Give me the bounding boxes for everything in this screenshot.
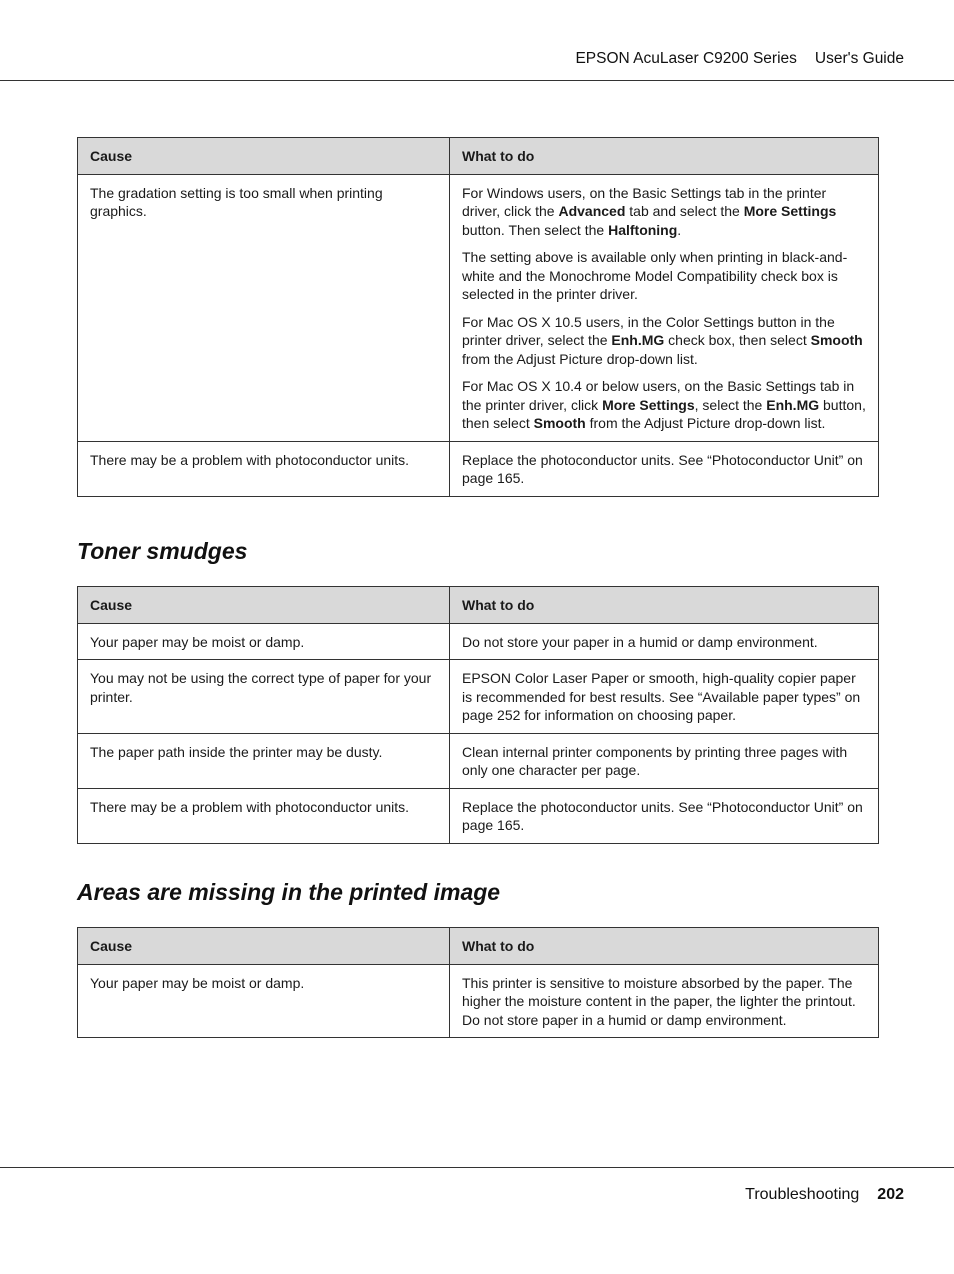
section-heading-toner-smudges: Toner smudges [77, 538, 248, 564]
section-heading-areas-missing: Areas are missing in the printed image [77, 879, 501, 905]
cause-column-header: Cause [78, 928, 450, 965]
running-header [575, 50, 904, 68]
cause-cell: Your paper may be moist or damp. [78, 964, 450, 1038]
table-row [78, 733, 879, 788]
instruction-paragraph: For Mac OS X 10.4 or below users, on the Basic Settings tab in the printer driver, click More Settings, select the Enh.MG button, then select Smooth from the Adjust Picture drop-down list. [462, 378, 866, 431]
cause-cell: There may be a problem with photoconductor units. [78, 788, 450, 843]
cause-column-header: Cause [78, 587, 450, 624]
table-row [78, 623, 879, 660]
cause-cell: You may not be using the correct type of paper for your printer. [78, 660, 450, 734]
table-row [78, 660, 879, 734]
what-to-do-cell [450, 174, 879, 441]
troubleshooting-table-areas-missing [77, 927, 879, 1038]
what-to-do-cell: Clean internal printer components by printing three pages with only one character per page. [450, 733, 879, 788]
table-row [78, 964, 879, 1038]
table-row [78, 788, 879, 843]
cause-cell: The paper path inside the printer may be dusty. [78, 733, 450, 788]
footer-divider [0, 1167, 954, 1168]
cause-cell: There may be a problem with photoconductor units. [78, 441, 450, 496]
troubleshooting-table-gradation [77, 137, 879, 497]
what-to-do-cell: Replace the photoconductor units. See “Photoconductor Unit” on page 165. [450, 788, 879, 843]
page-number: 202 [877, 1186, 904, 1203]
table-header-row [78, 587, 879, 624]
header-divider [0, 80, 954, 81]
cause-column-header: Cause [78, 138, 450, 175]
what-to-do-cell: Replace the photoconductor units. See “Photoconductor Unit” on page 165. [450, 441, 879, 496]
instruction-paragraph: The setting above is available only when printing in black-and-white and the Monochrome Model Compatibility check box is selected in the printer driver. [462, 249, 848, 302]
what-to-do-cell: This printer is sensitive to moisture absorbed by the paper. The higher the moisture content in the paper, the lighter the printout. Do not store paper in a humid or damp environment. [450, 964, 879, 1038]
what-to-do-column-header: What to do [450, 928, 879, 965]
what-to-do-column-header: What to do [450, 587, 879, 624]
what-to-do-cell: EPSON Color Laser Paper or smooth, high-quality copier paper is recommended for best results. See “Available paper types” on page 252 for information on choosing paper. [450, 660, 879, 734]
instruction-paragraph: For Mac OS X 10.5 users, in the Color Settings button in the printer driver, select the Enh.MG check box, then select Smooth from the Adjust Picture drop-down list. [462, 313, 863, 367]
header-product-title: EPSON AcuLaser C9200 Series [575, 50, 797, 67]
table-header-row [78, 138, 879, 175]
cause-cell: Your paper may be moist or damp. [78, 623, 450, 660]
header-guide-title: User's Guide [814, 50, 904, 67]
table-header-row [78, 928, 879, 965]
table-row [78, 441, 879, 496]
instruction-paragraph: For Windows users, on the Basic Settings tab in the printer driver, click the Advanced tab and select the More Settings button. Then select the Halftoning. [462, 184, 837, 238]
footer-section-name: Troubleshooting [745, 1186, 860, 1203]
cause-cell: The gradation setting is too small when printing graphics. [78, 174, 450, 441]
running-footer [745, 1186, 904, 1204]
troubleshooting-table-toner-smudges [77, 586, 879, 844]
what-to-do-cell: Do not store your paper in a humid or damp environment. [450, 623, 879, 660]
what-to-do-column-header: What to do [450, 138, 879, 175]
table-row [78, 174, 879, 441]
